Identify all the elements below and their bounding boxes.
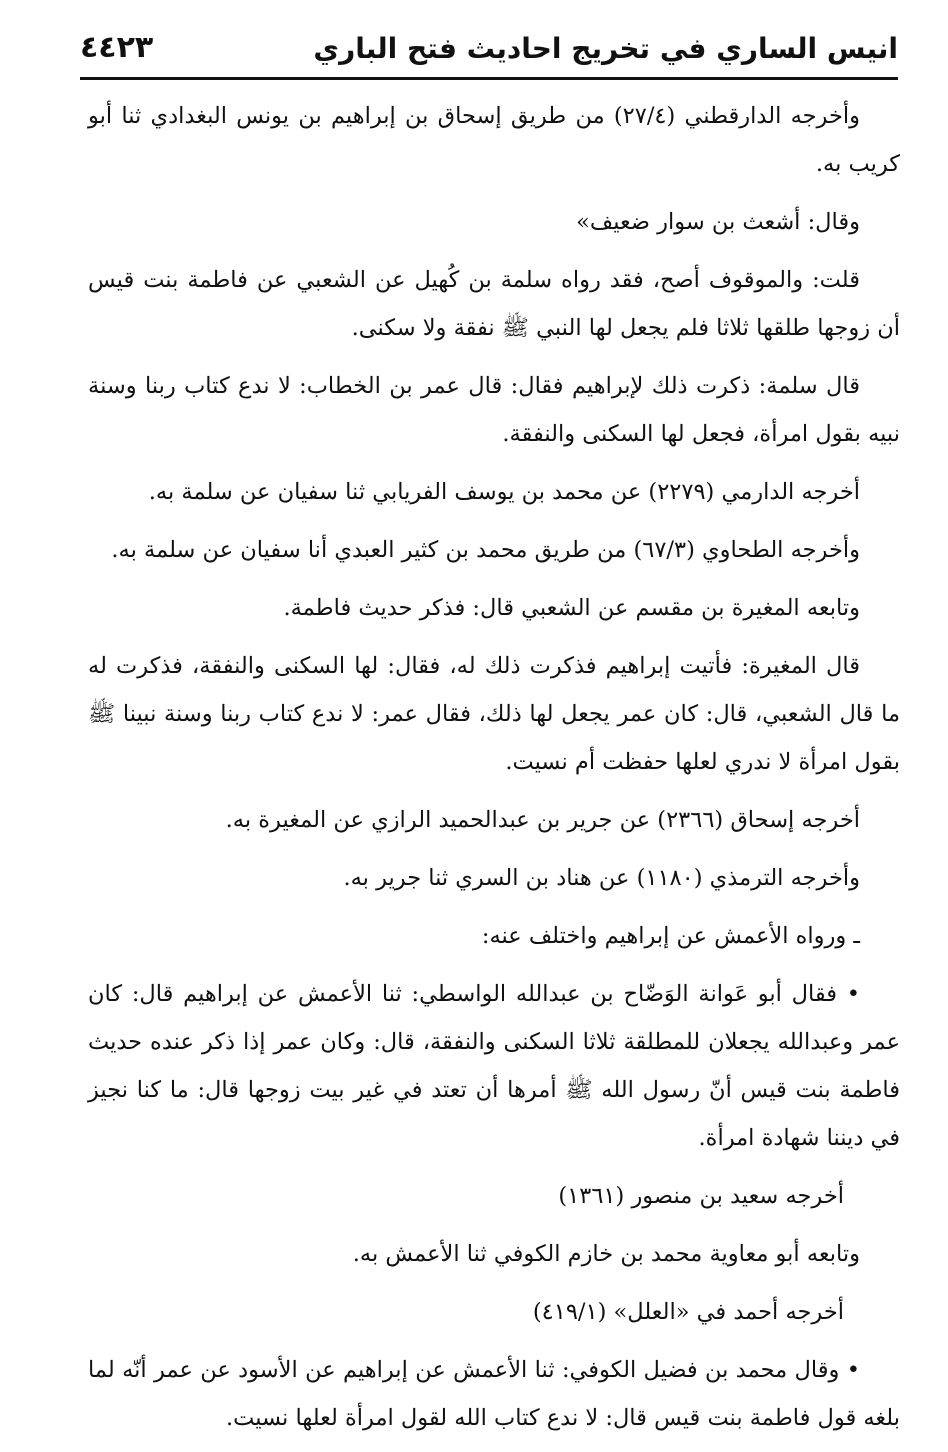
page-header [80,26,898,80]
paragraph: وأخرجه الترمذي (١١٨٠) عن هناد بن السري ثنا جرير به. [343,865,860,891]
header-rule [80,77,898,80]
paragraph: أخرجه أحمد في «العلل» (٤١٩/١) [532,1299,844,1325]
paragraph: ـ ورواه الأعمش عن إبراهيم واختلف عنه: [481,923,860,949]
paragraph: وأخرجه الطحاوي (٦٧/٣) من طريق محمد بن كثير العبدي أنا سفيان عن سلمة به. [111,537,860,563]
paragraph: أخرجه إسحاق (٢٣٦٦) عن جرير بن عبدالحميد الرازي عن المغيرة به. [225,807,860,833]
paragraph: قال سلمة: ذكرت ذلك لإبراهيم فقال: قال عمر بن الخطاب: لا ندع كتاب ربنا وسنة نبيه بقول امرأة، فجعل لها السكنى والنفقة. [88,373,900,447]
paragraph: • وقال محمد بن فضيل الكوفي: ثنا الأعمش عن إبراهيم عن الأسود عن عمر أنّه لما بلغه قول فاطمة بنت قيس قال: لا ندع كتاب الله لقول امرأة لعلها نسيت. [88,1357,900,1431]
page-body [88,92,900,1452]
paragraph: وقال: أشعث بن سوار ضعيف» [576,209,860,235]
paragraph: قال المغيرة: فأتيت إبراهيم فذكرت ذلك له، فقال: لها السكنى والنفقة، فذكرت له ما قال الشعبي، قال: كان عمر يجعل لها ذلك، فقال عمر: لا ندع كتاب ربنا وسنة نبينا ﷺ بقول امرأة لا ندري لعلها حفظت أم نسيت. [88,653,900,775]
running-title: انيس الساري في تخريج احاديث فتح الباري [313,32,898,65]
page-number: ٤٤٢٣ [80,30,154,65]
paragraph: وتابعه المغيرة بن مقسم عن الشعبي قال: فذكر حديث فاطمة. [283,595,860,621]
paragraph: أخرجه الدارمي (٢٢٧٩) عن محمد بن يوسف الفريابي ثنا سفيان عن سلمة به. [148,479,860,505]
paragraph: قلت: والموقوف أصح، فقد رواه سلمة بن كُهيل عن الشعبي عن فاطمة بنت قيس أن زوجها طلقها ثلاثا فلم يجعل لها النبي ﷺ نفقة ولا سكنى. [88,267,900,341]
paragraph: وتابعه أبو معاوية محمد بن خازم الكوفي ثنا الأعمش به. [352,1241,860,1267]
paragraph: وأخرجه الدارقطني (٢٧/٤) من طريق إسحاق بن إبراهيم بن يونس البغدادي ثنا أبو كريب به. [88,103,900,177]
paragraph: • فقال أبو عَوانة الوَضّاح بن عبدالله الواسطي: ثنا الأعمش عن إبراهيم قال: كان عمر وعبدالله يجعلان للمطلقة ثلاثا السكنى والنفقة، قال: وكان عمر إذا ذكر عنده حديث فاطمة بنت قيس أنّ رسول الله ﷺ أمرها أن تعتد في غير بيت زوجها قال: ما كنا نجيز في ديننا شهادة امرأة. [88,981,900,1151]
paragraph: أخرجه سعيد بن منصور (١٣٦١) [558,1183,844,1209]
